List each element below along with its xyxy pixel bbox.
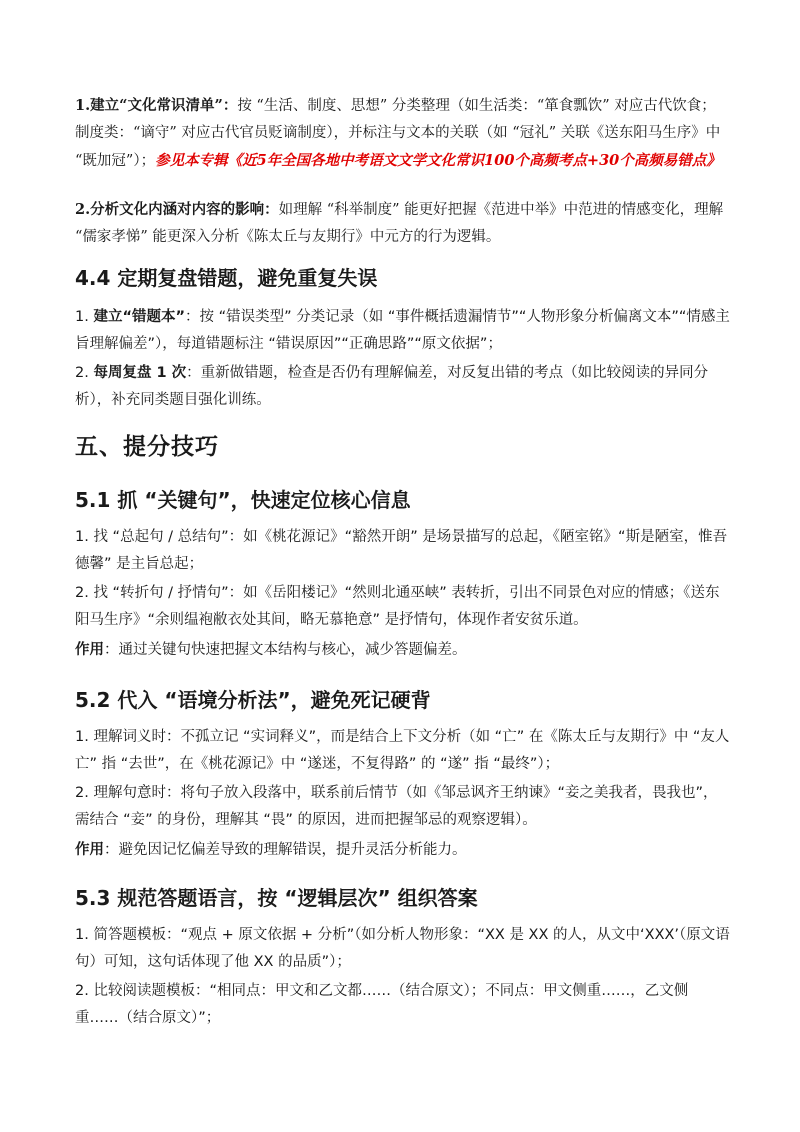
culture-tip-1-body: 按 “生活、制度、思想” 分类整理（如生活类：“箪食瓢饮” 对应古代饮食；制度类：“谪守” 对应古代官员贬谪制度），并标注与文本的关联（如 “冠礼” 关联《送东阳马生序》中 “既加冠”）； [75, 98, 721, 169]
section-5-1-item-2 [75, 580, 730, 634]
section-5-2-item-1-text: 1. 理解词义时：不孤立记 “实词释义”，而是结合上下文分析（如 “亡” 在《陈太丘与友期行》中 “友人亡” 指 “去世”，在《桃花源记》中 “遂迷，不复得路” 的 “遂” 指 “最终”）； [75, 729, 730, 772]
section-5-1-effect-text [75, 637, 730, 664]
item-lead: 每周复盘 1 次 [93, 365, 187, 381]
culture-tip-2-text [75, 196, 730, 251]
culture-tip-2-lead: 2.分析文化内涵对内容的影响： [75, 201, 279, 218]
item-body: ：重新做错题，检查是否仍有理解偏差，对反复出错的考点（如比较阅读的异同分析），补充同类题目强化训练。 [75, 365, 709, 408]
culture-tip-1-reference: 参见本专辑《近5年全国各地中考语文文学文化常识100个高频考点+30个高频易错点》 [155, 152, 721, 169]
item-body: ：按 “错误类型” 分类记录（如 “事件概括遗漏情节”“人物形象分析偏离文本”“情感主旨理解偏差”），每道错题标注 “错误原因”“正确思路”“原文依据”； [75, 309, 730, 352]
section-4-4-item-1-text [75, 304, 730, 358]
culture-tip-1 [75, 92, 730, 175]
item-number: 2. [75, 365, 94, 381]
section-5-3-item-2-text: 2. 比较阅读题模板：“相同点：甲文和乙文都……（结合原文）；不同点：甲文侧重……，乙文侧重……（结合原文）”； [75, 983, 689, 1026]
section-5-3-item-1-text: 1. 简答题模板：“观点 + 原文依据 + 分析”（如分析人物形象：“XX 是 XX 的人，从文中‘XXX’（原文语句）可知，这句话体现了他 XX 的品质”）； [75, 927, 730, 970]
section-5-3-title: 5.3 规范答题语言，按 “逻辑层次” 组织答案 [75, 886, 478, 910]
section-4-4-heading [75, 264, 730, 292]
section-4-4-item-2-text [75, 360, 730, 414]
section-5-1-item-2-text: 2. 找 “转折句 / 抒情句”：如《岳阳楼记》“然则北通巫峡” 表转折，引出不同景色对应的情感；《送东阳马生序》“余则缊袍敝衣处其间，略无慕艳意” 是抒情句，体现作者安贫乐道。 [75, 585, 720, 628]
effect-lead: 作用 [75, 642, 104, 658]
section-5-1-effect [75, 637, 730, 664]
chapter-5-heading [75, 432, 730, 462]
section-5-1-item-1 [75, 524, 730, 578]
culture-tip-1-text [75, 92, 730, 175]
section-5-1-heading [75, 486, 730, 514]
item-lead: 建立“错题本” [93, 309, 186, 325]
section-4-4-item-1 [75, 304, 730, 358]
section-5-2-item-1 [75, 724, 730, 778]
section-5-2-item-2-text: 2. 理解句意时：将句子放入段落中，联系前后情节（如《邹忌讽齐王纳谏》“妾之美我者，畏我也”，需结合 “妾” 的身份，理解其 “畏” 的原因，进而把握邹忌的观察逻辑）。 [75, 785, 718, 828]
section-5-1-title: 5.1 抓 “关键句”，快速定位核心信息 [75, 488, 411, 512]
section-5-1-item-1-text: 1. 找 “总起句 / 总结句”：如《桃花源记》“豁然开朗” 是场景描写的总起，《陋室铭》“斯是陋室，惟吾德馨” 是主旨总起； [75, 529, 728, 572]
section-5-3-item-2 [75, 978, 730, 1032]
section-4-4-item-2 [75, 360, 730, 414]
effect-lead: 作用 [75, 842, 104, 858]
section-5-2-effect [75, 837, 730, 864]
culture-tip-1-lead: 1.建立“文化常识清单”： [75, 97, 238, 114]
culture-tip-2 [75, 196, 730, 251]
chapter-5-title: 五、提分技巧 [75, 434, 219, 460]
culture-tip-2-body: 如理解 “科举制度” 能更好把握《范进中举》中范进的情感变化，理解 “儒家孝悌” 能更深入分析《陈太丘与友期行》中元方的行为逻辑。 [75, 202, 724, 245]
section-5-3-item-1 [75, 922, 730, 976]
section-4-4-title: 4.4 定期复盘错题，避免重复失误 [75, 266, 378, 290]
item-number: 1. [75, 309, 94, 325]
section-5-3-heading [75, 884, 730, 912]
section-5-2-effect-text [75, 837, 730, 864]
section-5-2-item-2 [75, 780, 730, 834]
effect-body: ：避免因记忆偏差导致的理解错误，提升灵活分析能力。 [104, 842, 467, 858]
section-5-2-heading [75, 686, 730, 714]
section-5-2-title: 5.2 代入 “语境分析法”，避免死记硬背 [75, 688, 431, 712]
effect-body: ：通过关键句快速把握文本结构与核心，减少答题偏差。 [104, 642, 467, 658]
